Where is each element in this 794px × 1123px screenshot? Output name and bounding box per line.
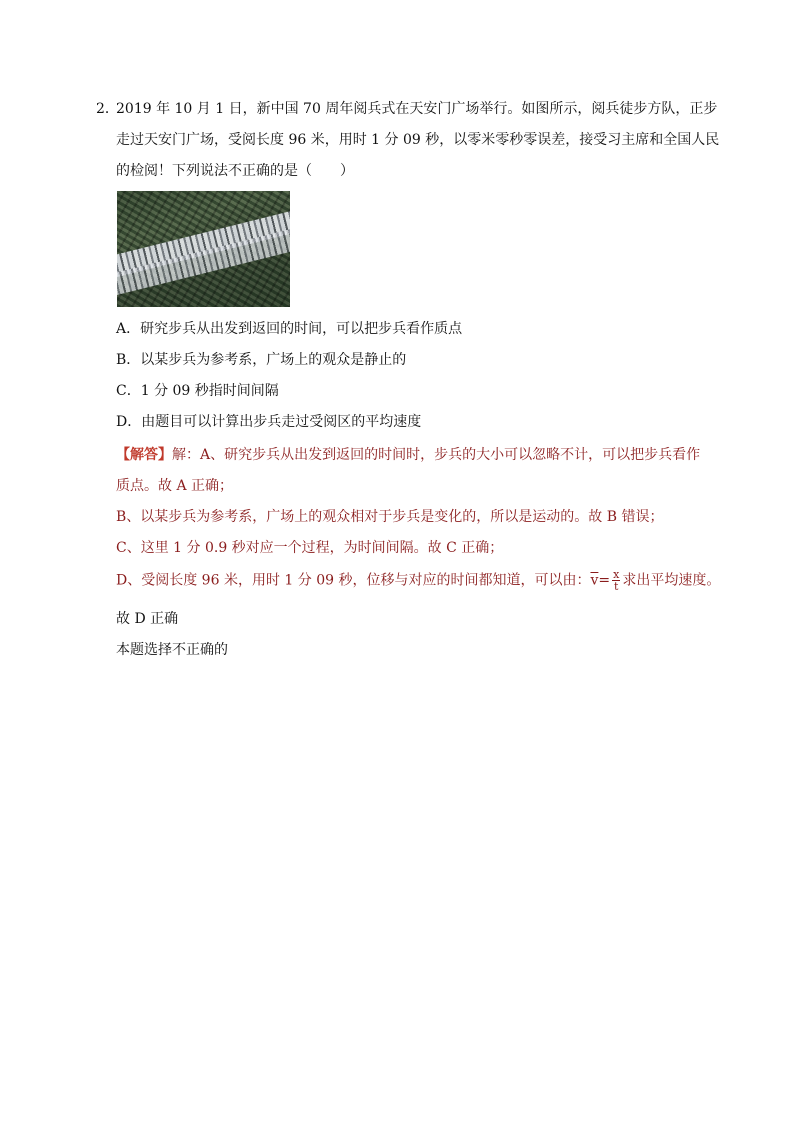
question-line-1: 2019 年 10 月 1 日，新中国 70 周年阅兵式在天安门广场举行。如图所示，阅兵徒步方队，正步 (116, 101, 718, 117)
answer-line-5-pre: D、受阅长度 96 米，用时 1 分 09 秒，位移与对应的时间都知道，可以由： (116, 572, 591, 589)
answer-line-1 (116, 445, 700, 465)
answer-line-2: 质点。故 A 正确； (116, 478, 234, 494)
answer-line-7: 本题选择不正确的 (116, 642, 228, 658)
formula-numerator: x (613, 568, 620, 581)
answer-line-5 (116, 569, 720, 592)
answer-line-5-post: 求出平均速度。 (622, 572, 721, 589)
answer-tag: 【解答】 (116, 447, 172, 463)
option-a: A．研究步兵从出发到返回的时间，可以把步兵看作质点 (116, 321, 463, 337)
answer-line-1-text: 解：A、研究步兵从出发到返回的时间时，步兵的大小可以忽略不计，可以把步兵看作 (172, 447, 701, 463)
formula-v: $\overline{v}$ (590, 572, 599, 589)
answer-line-6: 故 D 正确 (116, 611, 179, 627)
answer-line-4: C、这里 1 分 0.9 秒对应一个过程，为时间间隔。故 C 正确； (116, 540, 504, 556)
parade-photo (117, 191, 290, 307)
formula-fraction (612, 569, 620, 592)
option-d: D．由题目可以计算出步兵走过受阅区的平均速度 (116, 414, 422, 430)
formula-denominator: t (614, 580, 619, 593)
option-c: C．1 分 09 秒指时间间隔 (116, 383, 279, 399)
question-line-2: 走过天安门广场，受阅长度 96 米，用时 1 分 09 秒，以零米零秒零误差，接受习主席和全国人民 (116, 132, 720, 148)
formula-equals: = (598, 572, 611, 589)
answer-line-3: B、以某步兵为参考系，广场上的观众相对于步兵是变化的，所以是运动的。故 B 错误； (116, 509, 664, 525)
question-line-3: 的检阅！下列说法不正确的是（ ） (116, 163, 354, 179)
option-b: B．以某步兵为参考系，广场上的观众是静止的 (116, 352, 407, 368)
question-number: 2． (96, 101, 119, 117)
